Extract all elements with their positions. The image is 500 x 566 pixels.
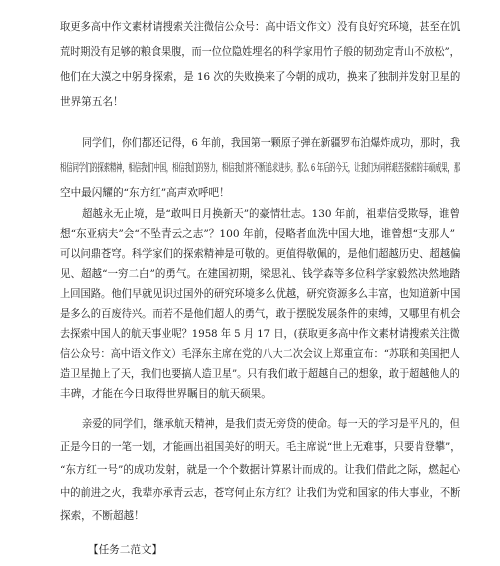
paragraph-line: 荒时期没有足够的粮食果腹，而一位位隐姓埋名的科学家用竹子般的韧劲定青山不放松”， <box>60 46 460 58</box>
paragraph-line: 同学们，你们都还记得，6 年前，我国第一颗原子弹在新疆罗布泊爆炸成功，那时，我 <box>82 137 460 149</box>
paragraph-line: 探索，不断超越！ <box>60 510 145 522</box>
paragraph-line: 丰碑，才能在今日取得世界瞩目的航天硕果。 <box>60 388 272 400</box>
paragraph-line: 造卫星抛上了天，我们也要搞人造卫星”。只有我们敢于超越自己的想象，敢于超越他人的 <box>60 368 460 380</box>
paragraph-line: 他们在大漠之中躬身探索，是 16 次的失败换来了今朝的成功，换来了独制并发射卫星的 <box>60 71 461 83</box>
paragraph-line: 去探索中国人的航天事业呢？1958 年 5 月 17 日，(获取更多高中作文素材请搜索关注微 <box>60 328 460 340</box>
paragraph-line: 见、超越“一穷二白”的勇气。在建国初期，梁思礼、钱学森等多位科学家毅然决然地踏 <box>60 268 460 280</box>
paragraph-line: 空中最闪耀的“东方红”高声欢呼吧！ <box>60 187 230 199</box>
paragraph-line: 世界第五名！ <box>60 96 124 108</box>
paragraph-line: 取更多高中作文素材请搜索关注微信公众号：高中语文作文）没有良好究环境，甚至在饥 <box>60 21 461 33</box>
paragraph-line: 信公众号：高中语文作文）毛泽东主席在党的八大二次会议上郑重宣布：“苏联和美国把人 <box>60 348 460 360</box>
paragraph-line: 是多么的百废待兴。而若不是他们超人的勇气，敢于摆脱发展条件的束缚，又哪里有机会 <box>60 308 461 320</box>
paragraph-line: 超越永无止境，是“敢叫日月换新天”的豪情壮志。130 年前，祖辈信受欺辱，谁曾 <box>82 208 460 220</box>
paragraph-line: 上回国路。他们早就见识过国外的研究环境多么优越，研究资源多么丰富，也知道新中国 <box>60 288 461 300</box>
paragraph-line: 正是今日的一笔一划，才能画出祖国美好的明天。毛主席说“世上无难事，只要肯登攀”， <box>60 441 461 453</box>
paragraph-line: 想“东亚病夫”会“不坠青云之志”？100 年前，侵略者血洗中国大地，谁曾想“支那人” <box>60 228 456 240</box>
section-heading: 【任务二范文】 <box>88 544 163 556</box>
paragraph-line: 相信同学们的探索精神，相信我们中国，相信我们的努力，相信我们将不断追求进步。那么 6 年后的今天，让我们为同样艰苦探索的丰硕成果，那 <box>60 162 460 174</box>
paragraph-line: “东方红一号”的成功发射，就是一个个数据计算累计而成的。让我们借此之际，燃起心 <box>60 464 460 476</box>
paragraph-line: 中的前进之火，我辈亦承青云志，苍穹何止东方红？让我们为党和国家的伟大事业，不断 <box>60 487 461 499</box>
paragraph-line: 亲爱的同学们，继承航天精神，是我们责无旁贷的使命。每一天的学习是平凡的，但 <box>82 418 460 430</box>
paragraph-line: 可以问鼎苍穹。科学家们的探索精神是可敬的。更值得敬佩的，是他们超越历史、超越偏 <box>60 248 461 260</box>
